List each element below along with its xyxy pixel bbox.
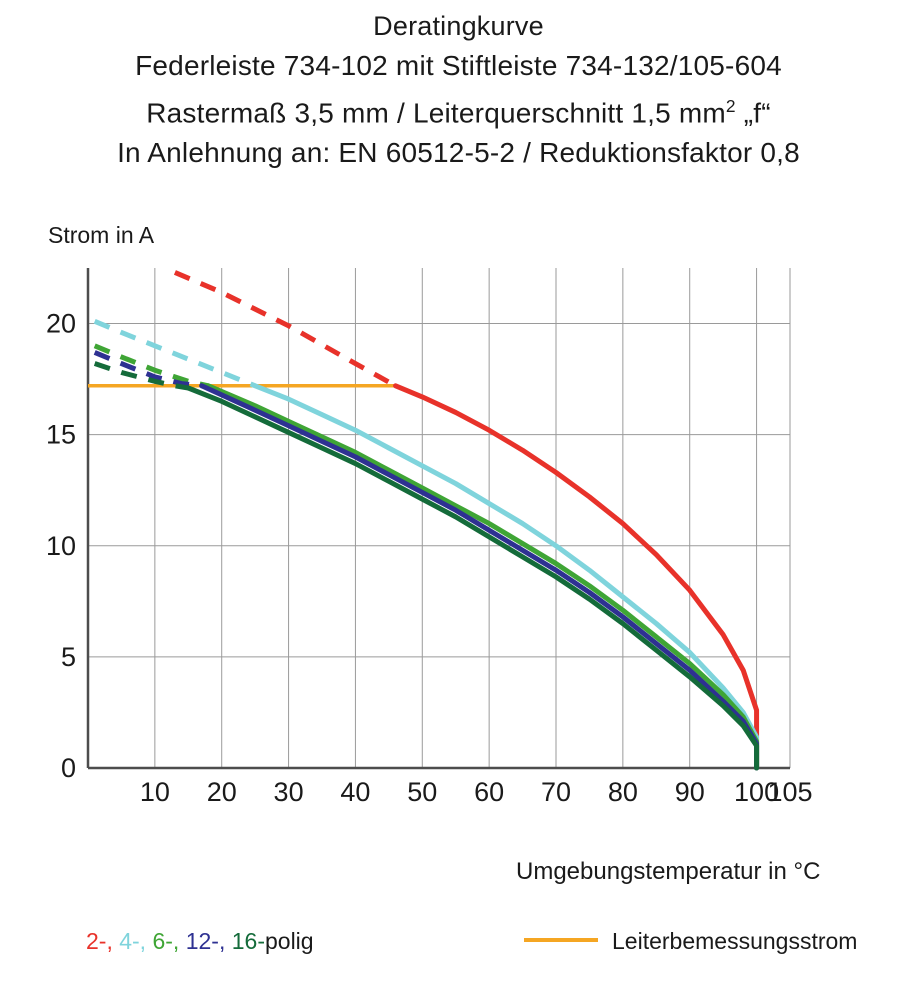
svg-text:10: 10: [45, 530, 76, 561]
svg-text:15: 15: [45, 419, 76, 450]
chart-gridlines: [88, 268, 790, 768]
legend-poles: [86, 928, 314, 955]
title-line-3: [0, 86, 917, 133]
deratingkurve-chart: [45, 268, 824, 807]
legend-poles-part-0: 2-,: [86, 928, 120, 954]
svg-text:0: 0: [60, 753, 76, 783]
svg-text:30: 30: [273, 777, 304, 807]
x-axis-title: Umgebungstemperatur in °C: [516, 858, 821, 885]
svg-text:10: 10: [139, 777, 170, 807]
chart-axes: [88, 268, 790, 768]
legend-poles-part-4: 16-: [231, 928, 265, 954]
legend-poles-part-1: 4-,: [119, 928, 153, 954]
svg-text:70: 70: [540, 777, 572, 807]
title-line-3-suffix: „f“: [735, 97, 771, 129]
legend-poles-part-2: 6-,: [152, 928, 186, 954]
svg-text:20: 20: [45, 308, 76, 339]
svg-text:5: 5: [60, 641, 76, 672]
title-line-1: Deratingkurve: [373, 11, 544, 41]
legend-line-swatch-icon: [524, 938, 598, 942]
legend-rated-current-label: Leiterbemessungsstrom: [612, 928, 858, 954]
legend-poles-part-5: polig: [264, 928, 314, 954]
svg-text:100: 100: [734, 777, 780, 807]
chart-title-block: [0, 0, 917, 173]
y-axis-title: Strom in A: [48, 222, 155, 248]
series-solid-12-polig: [202, 386, 757, 768]
legend-rated-current: [524, 928, 857, 955]
svg-text:20: 20: [206, 777, 237, 807]
chart-legend: [0, 928, 917, 988]
svg-text:105: 105: [767, 777, 813, 807]
svg-text:90: 90: [674, 777, 705, 807]
svg-text:50: 50: [407, 777, 438, 807]
legend-poles-part-3: 12-,: [185, 928, 232, 954]
title-line-3-main: Rastermaß 3,5 mm / Leiterquerschnitt 1,5 mm: [146, 97, 726, 129]
title-line-4: In Anlehnung an: EN 60512-5-2 / Reduktionsfaktor 0,8: [117, 137, 800, 169]
svg-text:60: 60: [474, 777, 505, 807]
title-line-2: Federleiste 734-102 mit Stiftleiste 734-132/105-604: [135, 50, 782, 81]
svg-text:80: 80: [607, 777, 638, 807]
series-solid-16-polig: [188, 388, 756, 768]
title-line-3-exponent: 2: [725, 96, 736, 116]
chart-plot-area: [45, 268, 824, 807]
svg-text:40: 40: [340, 777, 371, 807]
